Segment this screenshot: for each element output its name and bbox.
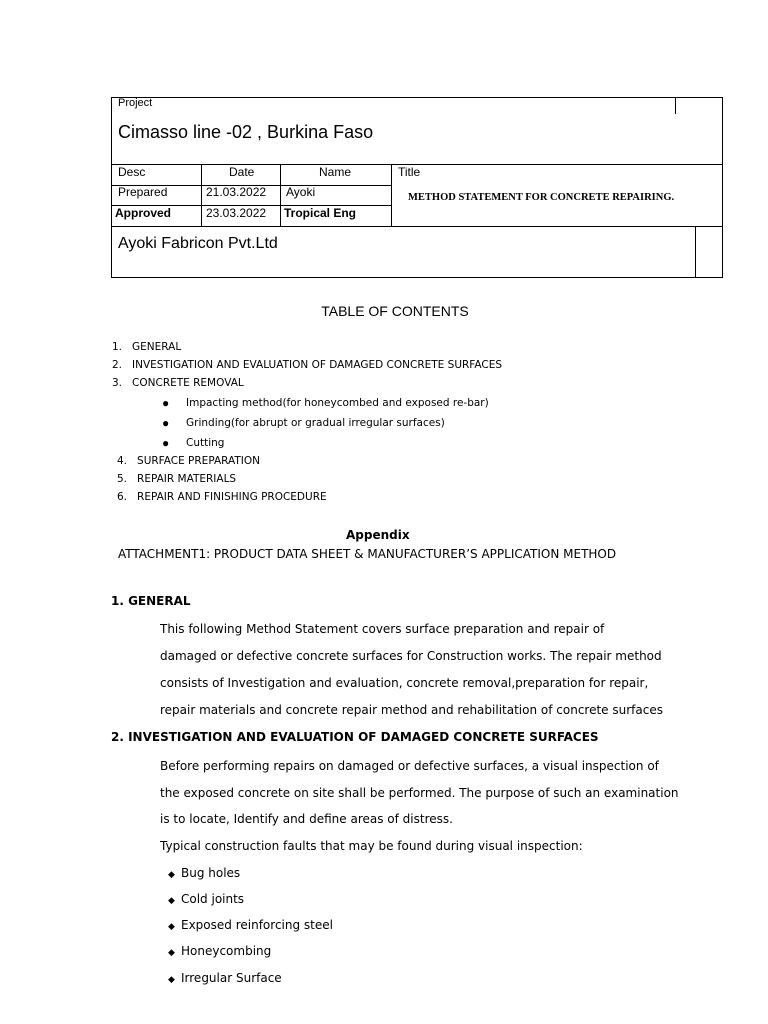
paragraph-line: This following Method Statement covers surface preparation and repair of — [160, 622, 605, 636]
toc-item[interactable]: 2. INVESTIGATION AND EVALUATION OF DAMAGED CONCRETE SURFACES — [112, 359, 503, 371]
approved-label: Approved — [115, 206, 172, 220]
toc-item[interactable]: 6. REPAIR AND FINISHING PROCEDURE — [117, 491, 327, 503]
paragraph-line: repair materials and concrete repair method and rehabilitation of concrete surfaces — [160, 703, 663, 717]
project-name: Cimasso line -02 , Burkina Faso — [118, 122, 374, 142]
diamond-bullet-icon: ◆ — [168, 895, 175, 905]
toc-subitem[interactable]: Cutting — [186, 437, 225, 449]
paragraph-line: Typical construction faults that may be found during visual inspection: — [160, 839, 583, 853]
paragraph-line: the exposed concrete on site shall be performed. The purpose of such an examination — [160, 786, 679, 800]
attachment-line: ATTACHMENT1: PRODUCT DATA SHEET & MANUFACTURER’S APPLICATION METHOD — [118, 547, 617, 561]
fault-item: Exposed reinforcing steel — [181, 918, 333, 932]
section-heading: 2. INVESTIGATION AND EVALUATION OF DAMAGED CONCRETE SURFACES — [111, 730, 599, 744]
prepared-name: Ayoki — [286, 185, 316, 199]
company-name: Ayoki Fabricon Pvt.Ltd — [118, 235, 278, 252]
toc-heading: TABLE OF CONTENTS — [321, 303, 469, 319]
diamond-bullet-icon: ◆ — [168, 974, 175, 984]
document-title: METHOD STATEMENT FOR CONCRETE REPAIRING. — [408, 192, 675, 203]
col-date-header: Date — [229, 165, 255, 179]
fault-item: Cold joints — [181, 892, 245, 906]
toc-subitem[interactable]: Grinding(for abrupt or gradual irregular surfaces) — [186, 417, 445, 429]
paragraph-line: Before performing repairs on damaged or defective surfaces, a visual inspection of — [160, 759, 659, 773]
fault-item: Honeycombing — [181, 944, 272, 958]
paragraph-line: damaged or defective concrete surfaces for Construction works. The repair method — [160, 649, 662, 663]
bullet-icon: ● — [162, 396, 170, 410]
approved-date: 23.03.2022 — [206, 206, 267, 220]
col-title-header: Title — [398, 165, 421, 179]
fault-item: Irregular Surface — [181, 971, 282, 985]
toc-item[interactable]: 1. GENERAL — [112, 341, 182, 353]
col-desc-header: Desc — [118, 165, 146, 179]
col-name-header: Name — [319, 165, 352, 179]
diamond-bullet-icon: ◆ — [168, 947, 175, 957]
prepared-date: 21.03.2022 — [206, 185, 267, 199]
paragraph-line: consists of Investigation and evaluation, concrete removal,preparation for repair, — [160, 676, 649, 690]
fault-item: Bug holes — [181, 866, 241, 880]
bullet-icon: ● — [162, 416, 170, 430]
appendix-title: Appendix — [346, 528, 410, 542]
project-label: Project — [118, 97, 153, 109]
bullet-icon: ● — [162, 436, 170, 450]
toc-item[interactable]: 5. REPAIR MATERIALS — [117, 473, 237, 485]
toc-subitem[interactable]: Impacting method(for honeycombed and exposed re-bar) — [186, 397, 489, 409]
approved-name: Tropical Eng — [284, 206, 357, 220]
section-heading: 1. GENERAL — [111, 594, 191, 608]
toc-item[interactable]: 3. CONCRETE REMOVAL — [112, 377, 244, 389]
prepared-label: Prepared — [118, 185, 168, 199]
paragraph-line: is to locate, Identify and define areas of distress. — [160, 812, 453, 826]
diamond-bullet-icon: ◆ — [168, 869, 175, 879]
toc-item[interactable]: 4. SURFACE PREPARATION — [117, 455, 261, 467]
diamond-bullet-icon: ◆ — [168, 921, 175, 931]
